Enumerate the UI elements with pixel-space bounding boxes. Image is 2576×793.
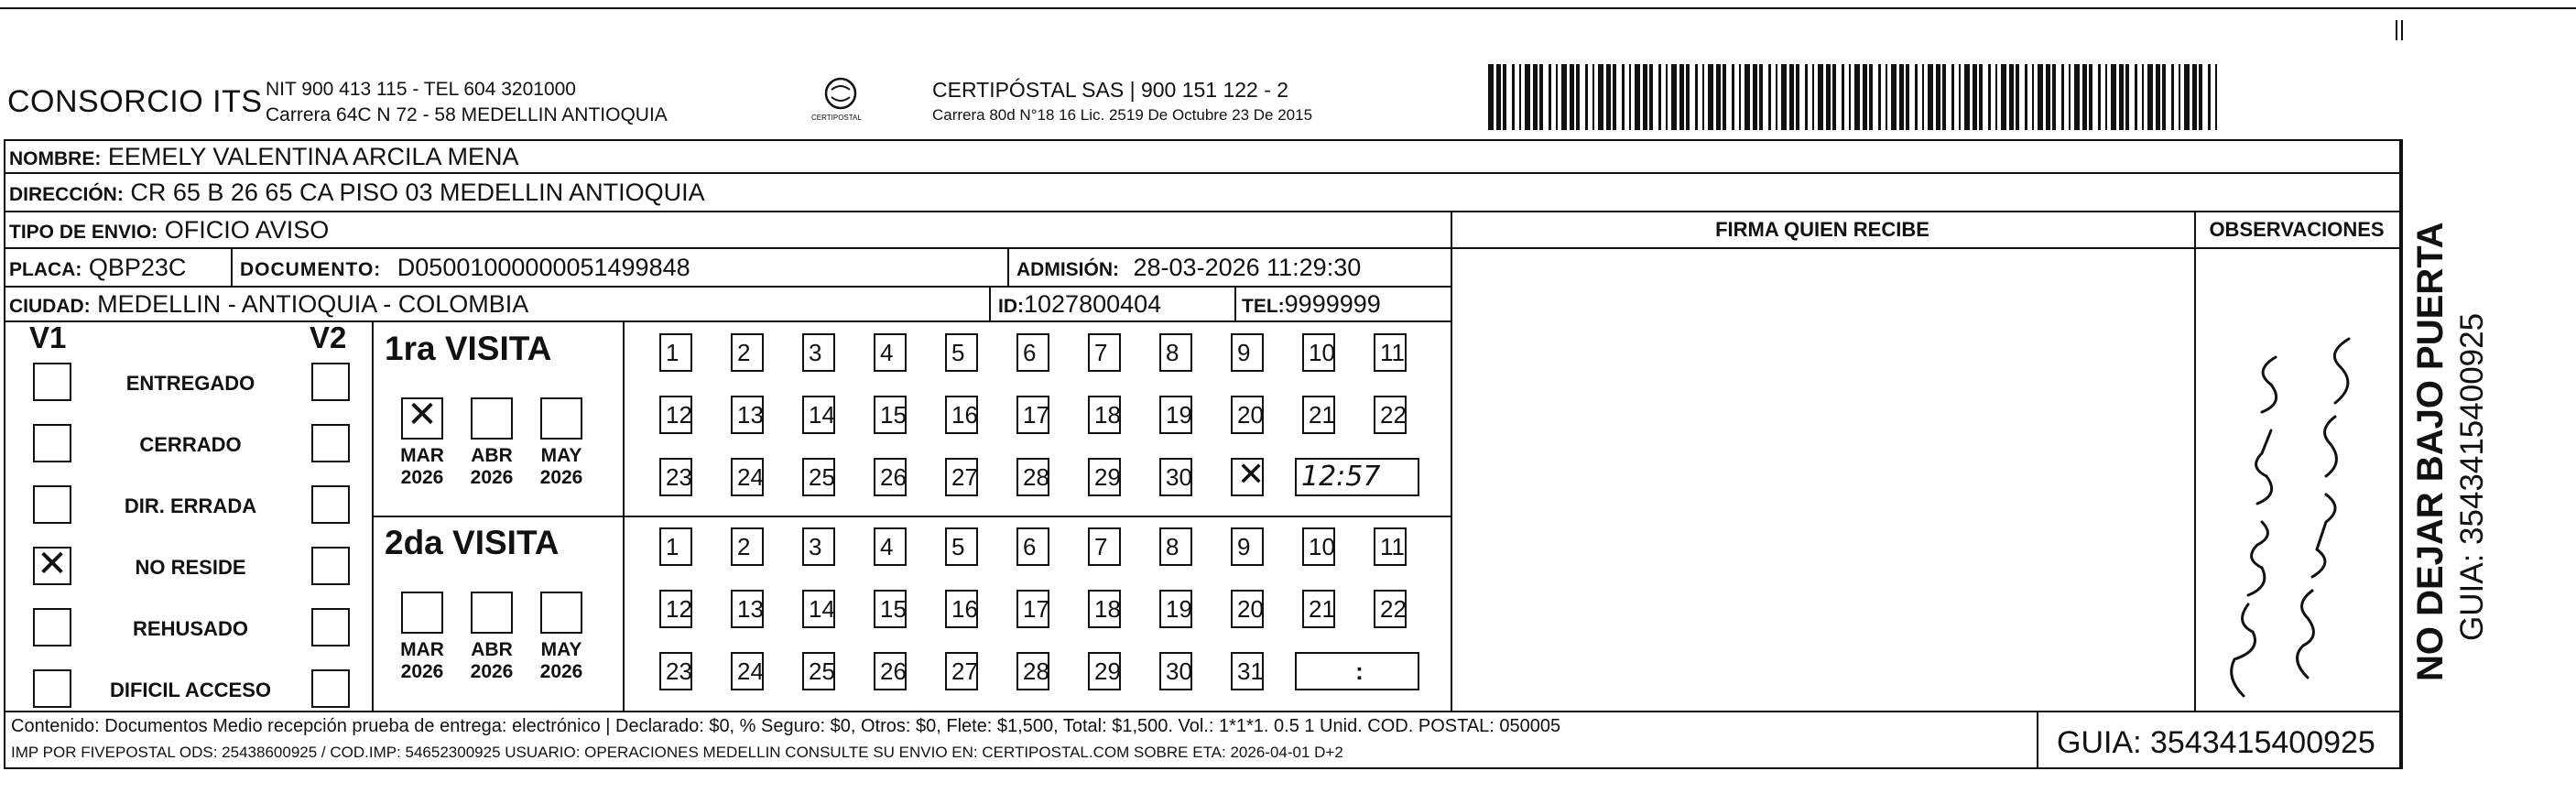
day-box[interactable]: 7: [1088, 333, 1121, 372]
status-label: NO RESIDE: [135, 556, 246, 579]
day-box[interactable]: 2: [731, 333, 764, 372]
day-box[interactable]: 7: [1088, 527, 1121, 566]
barcode-bar: [1781, 64, 1787, 130]
barcode-bar: [1732, 64, 1734, 130]
ciudad-label: CIUDAD:: [9, 296, 91, 317]
v1-checkbox[interactable]: [33, 485, 71, 524]
day-box[interactable]: 16: [945, 590, 978, 628]
barcode-bar: [2105, 64, 2107, 130]
barcode-bar: [1622, 64, 1625, 130]
col-line: [2194, 211, 2196, 711]
day-box[interactable]: 21: [1302, 396, 1335, 434]
day-box[interactable]: 12: [659, 396, 692, 434]
barcode-bar: [2069, 64, 2071, 130]
barcode-bar: [2082, 64, 2087, 130]
day-box[interactable]: 24: [731, 652, 764, 690]
day-box[interactable]: 5: [945, 527, 978, 566]
ciudad-row: [9, 290, 528, 319]
v2-checkbox[interactable]: [311, 547, 350, 585]
day-box[interactable]: 5: [945, 333, 978, 372]
barcode-bar: [1745, 64, 1750, 130]
month-year: 2026: [539, 467, 583, 488]
col-line: [2037, 711, 2038, 769]
barcode-bar: [1658, 64, 1661, 130]
barcode-bar: [1886, 64, 1887, 130]
company-nit: NIT 900 413 115 - TEL 604 3201000: [266, 79, 576, 100]
month-year: 2026: [539, 661, 583, 682]
company-info: [266, 77, 668, 128]
barcode-bar: [1915, 64, 1918, 130]
barcode-bar: [1708, 64, 1713, 130]
barcode-bar: [2162, 64, 2166, 130]
day-box[interactable]: 20: [1231, 396, 1264, 434]
certipostal-line2: Carrera 80d N°18 16 Lic. 2519 De Octubre 23 De 2015: [932, 106, 1313, 124]
day-box[interactable]: 1: [659, 333, 692, 372]
month-checkbox[interactable]: [401, 592, 443, 634]
day-box[interactable]: 9: [1231, 333, 1264, 372]
v2-checkbox[interactable]: [311, 669, 350, 708]
barcode-bar: [1979, 64, 1983, 130]
barcode-bar: [1863, 64, 1867, 130]
top-rule: [0, 7, 2576, 9]
day-box[interactable]: 3: [802, 333, 835, 372]
barcode-bar: [1805, 64, 1808, 130]
day-box[interactable]: 25: [802, 458, 835, 496]
barcode-bar: [2025, 64, 2027, 130]
month-label: MAR: [400, 445, 444, 466]
barcode-bar: [2142, 64, 2144, 130]
barcode: [1488, 64, 2221, 130]
admision-value: 28-03-2026 11:29:30: [1133, 254, 1362, 281]
barcode-bar: [1854, 64, 1860, 130]
day-box[interactable]: 9: [1231, 527, 1264, 566]
day-box[interactable]: 27: [945, 458, 978, 496]
month-label: ABR: [471, 639, 513, 660]
month-label: MAY: [540, 445, 582, 466]
direccion-value: CR 65 B 26 65 CA PISO 03 MEDELLIN ANTIOQUIA: [130, 179, 705, 206]
barcode-bar: [1832, 64, 1836, 130]
barcode-bar: [1519, 64, 1521, 130]
status-label: DIFICIL ACCESO: [109, 679, 271, 701]
day-box[interactable]: 22: [1374, 590, 1407, 628]
day-box[interactable]: 10: [1302, 333, 1335, 372]
day-box[interactable]: 11: [1374, 333, 1407, 372]
barcode-bar: [1561, 64, 1567, 130]
barcode-bar: [1635, 64, 1640, 130]
barcode-bar: [2147, 64, 2153, 130]
barcode-bar: [1686, 64, 1690, 130]
barcode-bar: [1789, 64, 1794, 130]
side-guia: GUIA: 3543415400925: [2454, 312, 2490, 641]
row-line: [4, 172, 2399, 174]
barcode-bar: [1951, 64, 1954, 130]
month-checkbox[interactable]: [471, 592, 513, 634]
barcode-bar: [2184, 64, 2190, 130]
day-box[interactable]: 15: [874, 396, 907, 434]
barcode-bar: [1671, 64, 1677, 130]
barcode-bar: [2119, 64, 2124, 130]
day-box[interactable]: 13: [731, 590, 764, 628]
barcode-bar: [1739, 64, 1741, 130]
barcode-bar: [1723, 64, 1726, 130]
admision-label: ADMISIÓN:: [1016, 259, 1119, 280]
day-box[interactable]: 4: [874, 527, 907, 566]
v1-header: V1: [29, 320, 67, 354]
row-line: [4, 711, 2399, 712]
company-address: Carrera 64C N 72 - 58 MEDELLIN ANTIOQUIA: [266, 104, 668, 125]
day-box[interactable]: 23: [659, 652, 692, 690]
status-label: REHUSADO: [133, 617, 248, 640]
barcode-bar: [1679, 64, 1684, 130]
col-line: [231, 247, 233, 286]
footer-contents: Contenido: Documentos Medio recepción prueba de entrega: electrónico | Declarado: $0, % Seguro: $0, Otros: $0, Flete: $1,500, Total: $1,500. Vol.: 1*1*1. 0.5 1 Unid. COD. POSTAL: 050005: [11, 716, 1561, 736]
barcode-bar: [1512, 64, 1515, 130]
barcode-bar: [2009, 64, 2014, 130]
month-checkbox[interactable]: [471, 397, 513, 440]
day-box[interactable]: 2: [731, 527, 764, 566]
day-box[interactable]: 25: [802, 652, 835, 690]
logo-text: CERTIPOSTAL: [811, 114, 862, 122]
tipo-value: OFICIO AVISO: [164, 216, 330, 244]
month-label: MAY: [540, 639, 582, 660]
status-label: CERRADO: [139, 433, 242, 456]
barcode-bar: [1776, 64, 1777, 130]
day-box[interactable]: 19: [1159, 590, 1192, 628]
barcode-bar: [2089, 64, 2092, 130]
barcode-bar: [1842, 64, 1844, 130]
barcode-bar: [1613, 64, 1616, 130]
v2-header: V2: [310, 320, 347, 354]
visit2-time[interactable]: :: [1295, 652, 1419, 690]
row-line: [4, 211, 2399, 212]
day-box[interactable]: 22: [1374, 396, 1407, 434]
day-box[interactable]: 30: [1159, 652, 1192, 690]
month-checkbox[interactable]: [540, 592, 582, 634]
day-box[interactable]: 10: [1302, 527, 1335, 566]
day-box[interactable]: 27: [945, 652, 978, 690]
row-line: [4, 286, 1451, 288]
day-box[interactable]: 20: [1231, 590, 1264, 628]
barcode-bar: [1702, 64, 1704, 130]
barcode-bar: [1973, 64, 1977, 130]
visit2-title: 2da VISITA: [385, 524, 560, 561]
placa-label: PLACA:: [9, 259, 82, 280]
col-line: [1451, 211, 1452, 711]
day-box[interactable]: 24: [731, 458, 764, 496]
v2-checkbox[interactable]: [311, 608, 350, 646]
barcode-bar: [1826, 64, 1831, 130]
barcode-bar: [1503, 64, 1506, 130]
corner-mark: [2401, 20, 2403, 40]
check-mark-icon: ✕: [1237, 456, 1266, 494]
barcode-bar: [2098, 64, 2101, 130]
day-box[interactable]: 8: [1159, 527, 1192, 566]
barcode-bar: [2215, 64, 2217, 130]
documento-value: D05001000000051499848: [397, 254, 690, 281]
barcode-bar: [1869, 64, 1873, 130]
barcode-bar: [1533, 64, 1538, 130]
v1-checkbox[interactable]: [33, 424, 71, 462]
observaciones-label: OBSERVACIONES: [2209, 218, 2385, 241]
tipo-label: TIPO DE ENVIO:: [9, 222, 158, 243]
placa-value: QBP23C: [88, 254, 187, 281]
signature-area[interactable]: [1465, 256, 2179, 696]
direccion-label: DIRECCIÓN:: [9, 184, 124, 205]
tel-value: 9999999: [1284, 290, 1381, 318]
barcode-bar: [1496, 64, 1501, 130]
visit1-time[interactable]: 12:57: [1295, 458, 1419, 496]
placa-row: [9, 254, 186, 282]
barcode-bar: [1585, 64, 1588, 130]
observaciones-handwriting[interactable]: [2207, 330, 2390, 705]
no-dejar-label: NO DEJAR BAJO PUERTA: [2410, 222, 2451, 681]
barcode-bar: [1891, 64, 1897, 130]
firma-label: FIRMA QUIEN RECIBE: [1715, 218, 1929, 241]
row-line: [4, 247, 2399, 249]
barcode-bar: [1592, 64, 1594, 130]
documento-label: DOCUMENTO:: [240, 259, 382, 280]
day-box[interactable]: 18: [1088, 590, 1121, 628]
documento-row: [240, 254, 690, 282]
month-label: MAR: [400, 639, 444, 660]
certipostal-info: [932, 77, 1312, 128]
barcode-bar: [1906, 64, 1909, 130]
nombre-label: NOMBRE:: [9, 148, 102, 169]
col-line: [1234, 286, 1236, 320]
barcode-bar: [1988, 64, 1991, 130]
certipostal-line1: CERTIPÓSTAL SAS | 900 151 122 - 2: [932, 78, 1289, 102]
barcode-bar: [1753, 64, 1757, 130]
admision-row: [1016, 254, 1361, 282]
day-box[interactable]: 29: [1088, 458, 1121, 496]
day-box[interactable]: 13: [731, 396, 764, 434]
day-box[interactable]: 18: [1088, 396, 1121, 434]
status-label: ENTREGADO: [125, 372, 255, 395]
barcode-bar: [1942, 64, 1946, 130]
barcode-bar: [1964, 64, 1970, 130]
company-name: CONSORCIO ITS: [7, 84, 263, 119]
barcode-bar: [1629, 64, 1631, 130]
v1-checkbox[interactable]: [33, 608, 71, 646]
barcode-bar: [2032, 64, 2034, 130]
row-line: [372, 516, 1451, 517]
barcode-bar: [1796, 64, 1799, 130]
col-line: [1007, 247, 1009, 286]
month-checkbox[interactable]: [401, 394, 443, 440]
day-box[interactable]: 29: [1088, 652, 1121, 690]
barcode-bar: [2074, 64, 2080, 130]
day-box[interactable]: 15: [874, 590, 907, 628]
barcode-bar: [2171, 64, 2174, 130]
day-box[interactable]: 3: [802, 527, 835, 566]
day-box[interactable]: 17: [1016, 590, 1049, 628]
day-box[interactable]: 1: [659, 527, 692, 566]
barcode-bar: [2046, 64, 2050, 130]
id-row: [998, 290, 1161, 319]
barcode-bar: [2125, 64, 2129, 130]
month-year: 2026: [470, 661, 514, 682]
id-value: 1027800404: [1024, 290, 1162, 318]
barcode-bar: [1576, 64, 1580, 130]
barcode-bar: [1936, 64, 1940, 130]
footer-imp: IMP POR FIVEPOSTAL ODS: 25438600925 / COD.IMP: 54652300925 USUARIO: OPERACIONES MEDELLIN CONSULTE SU ENVIO EN: CERTIPOSTAL.COM SOBRE ETA: 2026-04-01 D+2: [11, 744, 1343, 761]
barcode-bar: [2111, 64, 2116, 130]
barcode-bar: [2001, 64, 2006, 130]
barcode-bar: [1922, 64, 1924, 130]
barcode-bar: [2192, 64, 2197, 130]
barcode-bar: [1759, 64, 1763, 130]
barcode-bar: [2179, 64, 2180, 130]
corner-mark: [2396, 20, 2397, 40]
barcode-bar: [2061, 64, 2064, 130]
v1-checkbox[interactable]: [33, 543, 71, 585]
day-box[interactable]: 12: [659, 590, 692, 628]
day-box[interactable]: 21: [1302, 590, 1335, 628]
barcode-bar: [2016, 64, 2019, 130]
barcode-bar: [1549, 64, 1551, 130]
tipo-row: [9, 216, 329, 244]
barcode-bar: [1812, 64, 1814, 130]
barcode-bar: [1525, 64, 1530, 130]
id-label: ID:: [998, 296, 1024, 317]
barcode-bar: [2052, 64, 2056, 130]
barcode-bar: [1666, 64, 1668, 130]
col-line: [989, 286, 991, 320]
day-box[interactable]: 6: [1016, 333, 1049, 372]
barcode-bar: [1995, 64, 1997, 130]
barcode-bar: [2208, 64, 2211, 130]
day-box[interactable]: 16: [945, 396, 978, 434]
barcode-bar: [1598, 64, 1603, 130]
tel-label: TEL:: [1242, 296, 1285, 317]
month-year: 2026: [400, 467, 444, 488]
barcode-bar: [2156, 64, 2160, 130]
day-box[interactable]: 6: [1016, 527, 1049, 566]
day-box[interactable]: 23: [659, 458, 692, 496]
barcode-bar: [1695, 64, 1698, 130]
barcode-bar: [1606, 64, 1611, 130]
barcode-bar: [1556, 64, 1558, 130]
v1-checkbox[interactable]: [33, 669, 71, 708]
barcode-bar: [1878, 64, 1881, 130]
footer-guia: GUIA: 3543415400925: [2057, 725, 2375, 760]
barcode-bar: [1539, 64, 1543, 130]
frame-right: [2399, 139, 2401, 769]
barcode-bar: [1818, 64, 1823, 130]
barcode-bar: [2199, 64, 2202, 130]
day-box[interactable]: [1231, 458, 1264, 496]
month-label: ABR: [471, 445, 513, 466]
barcode-bar: [2135, 64, 2137, 130]
day-box[interactable]: 8: [1159, 333, 1192, 372]
direccion-row: [9, 179, 705, 207]
day-box[interactable]: 26: [874, 652, 907, 690]
barcode-bar: [1643, 64, 1647, 130]
ciudad-value: MEDELLIN - ANTIOQUIA - COLOMBIA: [97, 290, 529, 318]
day-box[interactable]: 28: [1016, 458, 1049, 496]
barcode-bar: [1959, 64, 1961, 130]
status-label: DIR. ERRADA: [124, 494, 257, 517]
v1-checkbox[interactable]: [33, 363, 71, 401]
v2-checkbox[interactable]: [311, 363, 350, 401]
barcode-bar: [1488, 64, 1494, 130]
barcode-bar: [1649, 64, 1653, 130]
row-line: [4, 320, 1451, 322]
v2-checkbox[interactable]: [311, 485, 350, 524]
month-checkbox[interactable]: [540, 397, 582, 440]
barcode-bar: [1928, 64, 1933, 130]
check-mark-icon: ✕: [407, 394, 438, 436]
day-box[interactable]: 31: [1231, 652, 1264, 690]
barcode-bar: [1570, 64, 1574, 130]
barcode-bar: [1899, 64, 1904, 130]
day-box[interactable]: 28: [1016, 652, 1049, 690]
barcode-bar: [1768, 64, 1771, 130]
v2-checkbox[interactable]: [311, 424, 350, 462]
nombre-row: [9, 143, 519, 171]
barcode-bar: [2038, 64, 2043, 130]
day-box[interactable]: 4: [874, 333, 907, 372]
day-box[interactable]: 14: [802, 396, 835, 434]
barcode-bar: [1716, 64, 1721, 130]
visit1-title: 1ra VISITA: [385, 330, 552, 367]
month-year: 2026: [400, 661, 444, 682]
day-box[interactable]: 14: [802, 590, 835, 628]
day-box[interactable]: 30: [1159, 458, 1192, 496]
tel-row: [1242, 290, 1381, 319]
month-year: 2026: [470, 467, 514, 488]
nombre-value: EEMELY VALENTINA ARCILA MENA: [107, 143, 519, 170]
barcode-bar: [1849, 64, 1851, 130]
day-box[interactable]: 19: [1159, 396, 1192, 434]
day-box[interactable]: 11: [1374, 527, 1407, 566]
day-box[interactable]: 17: [1016, 396, 1049, 434]
day-box[interactable]: 26: [874, 458, 907, 496]
check-mark-icon: ✕: [37, 543, 68, 585]
